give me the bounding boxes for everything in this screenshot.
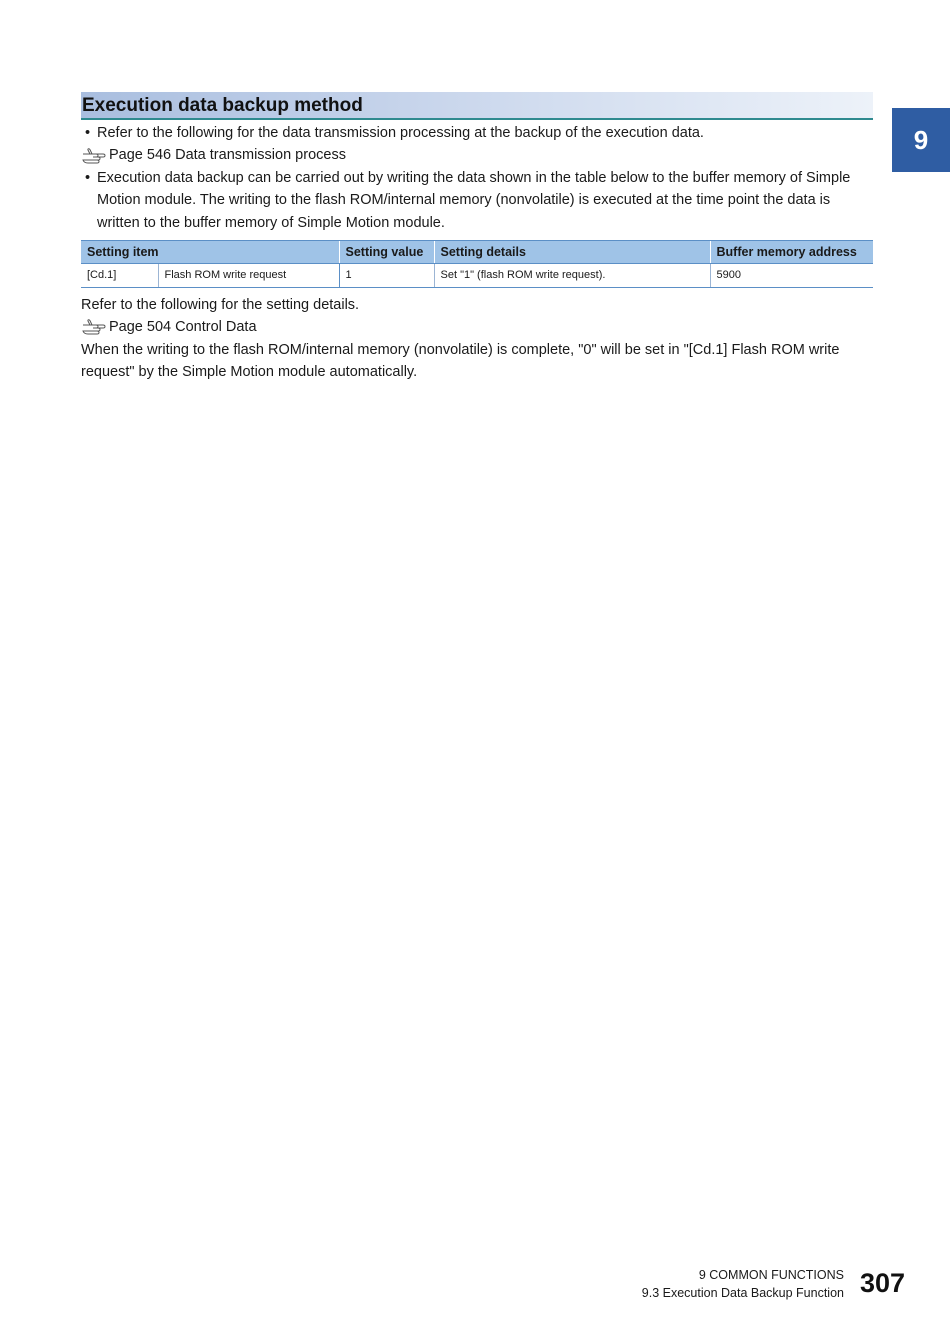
closing-paragraph: When the writing to the flash ROM/internal memory (nonvolatile) is complete, "0" will be set in "[Cd.1] Flash ROM write request" by the Simple Motion module automatically. <box>81 341 840 381</box>
page-reference-text: Page 504 Control Data <box>109 319 257 336</box>
section-title: Execution data backup method <box>82 95 363 116</box>
bullet-item <box>81 122 873 144</box>
cell-address: 5900 <box>710 264 873 287</box>
bullet-mark: • <box>85 125 91 141</box>
bullet-item <box>81 167 873 234</box>
chapter-tab <box>892 108 950 172</box>
chapter-tab-number: 9 <box>913 124 929 155</box>
main-content <box>81 122 873 383</box>
setting-table <box>81 240 873 288</box>
page-number: 307 <box>860 1268 906 1298</box>
table-header-row <box>81 241 873 264</box>
header-setting-details: Setting details <box>434 241 710 264</box>
page-footer <box>642 1266 844 1302</box>
pointing-hand-icon <box>81 319 107 335</box>
footer-chapter: 9 COMMON FUNCTIONS <box>698 1268 844 1282</box>
bullet-text: Execution data backup can be carried out by writing the data shown in the table below to the buffer memory of Simple Motion module. The writing to the flash ROM/internal memory (nonvolatile) is executed at the time point the data is written to the buffer memory of Simple Motion module. <box>97 169 851 231</box>
cell-details: Set "1" (flash ROM write request). <box>434 264 710 287</box>
cell-name: Flash ROM write request <box>158 264 339 287</box>
header-buffer-address: Buffer memory address <box>710 241 873 264</box>
bullet-mark: • <box>85 169 91 186</box>
section-heading <box>81 92 873 120</box>
cell-code: [Cd.1] <box>81 264 158 287</box>
table-row <box>81 264 873 287</box>
setting-details-note: Refer to the following for the setting details. <box>81 296 360 313</box>
pointing-hand-icon <box>81 148 107 164</box>
header-setting-value: Setting value <box>339 241 434 264</box>
header-setting-item: Setting item <box>81 241 339 264</box>
page-reference-link[interactable] <box>81 144 873 166</box>
footer-section: 9.3 Execution Data Backup Function <box>641 1286 844 1300</box>
cell-value: 1 <box>339 264 434 287</box>
page-reference-link[interactable] <box>81 316 873 338</box>
page-reference-text: Page 546 Data transmission process <box>109 147 346 164</box>
bullet-text: Refer to the following for the data transmission processing at the backup of the execution data. <box>97 125 704 141</box>
